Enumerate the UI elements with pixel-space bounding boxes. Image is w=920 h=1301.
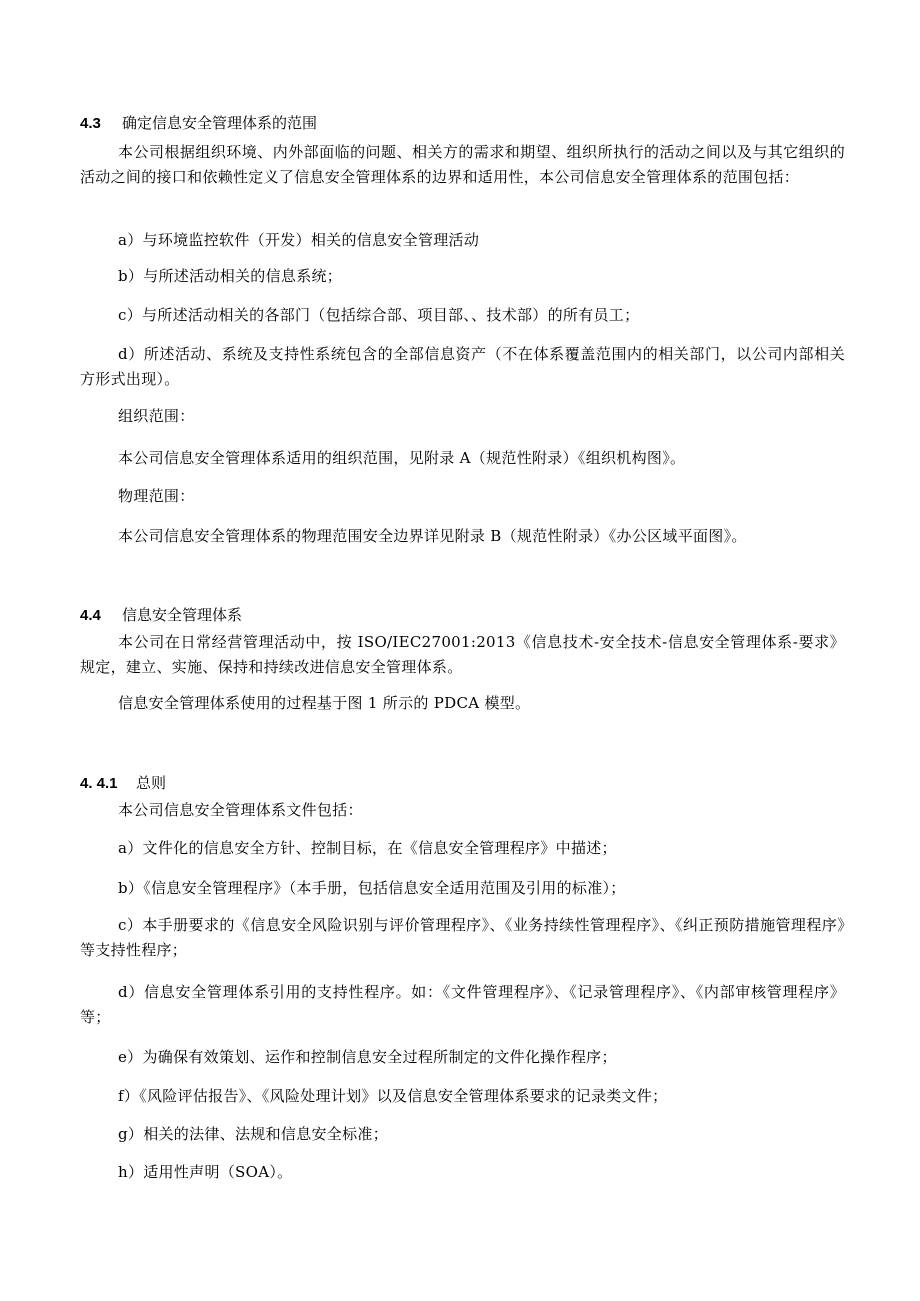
- section-title: 信息安全管理体系: [122, 606, 243, 624]
- doc-item-f: f）《风险评估报告》、《风险处理计划》以及信息安全管理体系要求的记录类文件；: [118, 1087, 668, 1105]
- section-4-4-1-intro: 本公司信息安全管理体系文件包括：: [118, 801, 363, 819]
- section-number: 4.3: [80, 115, 101, 132]
- scope-item-a: a）与环境监控软件（开发）相关的信息安全管理活动: [118, 231, 480, 249]
- section-4-4-1-heading: [80, 773, 166, 794]
- org-scope-label: 组织范围：: [118, 407, 195, 425]
- doc-item-e: e）为确保有效策划、运作和控制信息安全过程所制定的文件化操作程序；: [118, 1048, 617, 1066]
- doc-item-b: b）《信息安全管理程序》（本手册，包括信息安全适用范围及引用的标准）；: [118, 879, 626, 897]
- section-4-4-p1: 本公司在日常经营管理活动中，按 ISO/IEC27001:2013《信息技术-安全技术-信息安全管理体系-要求》规定，建立、实施、保持和持续改进信息安全管理体系。: [80, 633, 845, 676]
- section-4-4-p2: 信息安全管理体系使用的过程基于图 1 所示的 PDCA 模型。: [118, 694, 531, 712]
- section-4-3-heading: [80, 113, 317, 134]
- section-4-4-heading: [80, 605, 242, 626]
- org-scope-text: 本公司信息安全管理体系适用的组织范围，见附录 A（规范性附录）《组织机构图》。: [118, 449, 686, 467]
- doc-item-d: d）信息安全管理体系引用的支持性程序。如：《文件管理程序》、《记录管理程序》、《内部审核管理程序》等；: [80, 983, 845, 1026]
- scope-item-c: c）与所述活动相关的各部门（包括综合部、项目部、、技术部）的所有员工；: [118, 306, 640, 324]
- doc-item-c: c）本手册要求的《信息安全风险识别与评价管理程序》、《业务持续性管理程序》、《纠正预防措施管理程序》等支持性程序；: [80, 916, 845, 959]
- section-number: 4. 4.1: [80, 775, 118, 792]
- scope-item-b: b）与所述活动相关的信息系统；: [118, 267, 343, 285]
- doc-item-a: a）文件化的信息安全方针、控制目标，在《信息安全管理程序》中描述；: [118, 839, 617, 857]
- section-title: 确定信息安全管理体系的范围: [122, 114, 318, 132]
- doc-item-h: h）适用性声明（SOA）。: [118, 1163, 293, 1181]
- section-number: 4.4: [80, 607, 101, 624]
- phys-scope-text: 本公司信息安全管理体系的物理范围安全边界详见附录 B（规范性附录）《办公区域平面图》。: [118, 527, 747, 545]
- scope-item-d: d）所述活动、系统及支持性系统包含的全部信息资产（不在体系覆盖范围内的相关部门，以公司内部相关方形式出现）。: [80, 345, 845, 388]
- section-title: 总则: [136, 774, 167, 792]
- phys-scope-label: 物理范围：: [118, 487, 195, 505]
- doc-item-g: g）相关的法律、法规和信息安全标准；: [118, 1125, 389, 1143]
- section-4-3-intro: 本公司根据组织环境、内外部面临的问题、相关方的需求和期望、组织所执行的活动之间以及与其它组织的活动之间的接口和依赖性定义了信息安全管理体系的边界和适用性，本公司信息安全管理体系的范围包括：: [80, 143, 845, 186]
